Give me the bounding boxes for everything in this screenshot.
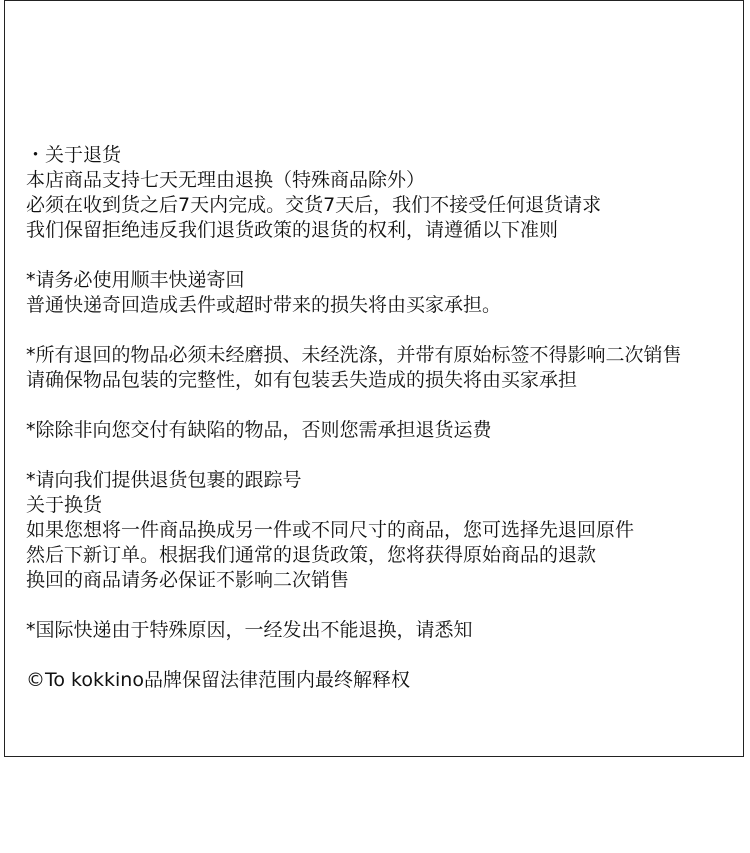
spacer [26,643,748,668]
condition-line-2: 请确保物品包装的完整性，如有包装丢失造成的损失将由买家承担 [26,369,578,391]
spacer [26,243,748,268]
exchange-line-2: 然后下新订单。根据我们通常的退货政策，您将获得原始商品的退款 [26,544,597,566]
spacer [26,443,748,468]
spacer [26,593,748,618]
exchange-heading: 关于换货 [26,494,103,516]
returns-line-2: 必须在收到货之后7天内完成。交货7天后，我们不接受任何退货请求 [26,194,602,216]
copyright-line: ©To kokkino品牌保留法律范围内最终解释权 [26,669,410,691]
policy-content [26,143,748,693]
returns-line-3: 我们保留拒绝违反我们退货政策的退货的权利，请遵循以下准则 [26,219,559,241]
returns-line-1: 本店商品支持七天无理由退换（特殊商品除外） [26,169,426,191]
condition-line-1: *所有退回的物品必须未经磨损、未经洗涤，并带有原始标签不得影响二次销售 [26,344,682,366]
courier-line-1: *请务必使用顺丰快递寄回 [26,269,245,291]
returns-heading: ・关于退货 [26,144,122,166]
exchange-line-3: 换回的商品请务必保证不影响二次销售 [26,569,350,591]
spacer [26,393,748,418]
international-line: *国际快递由于特殊原因，一经发出不能退换，请悉知 [26,619,473,641]
spacer [26,318,748,343]
exchange-line-1: 如果您想将一件商品换成另一件或不同尺寸的商品，您可选择先退回原件 [26,519,635,541]
courier-line-2: 普通快递奇回造成丢件或超时带来的损失将由买家承担。 [26,294,502,316]
defect-line: *除除非向您交付有缺陷的物品，否则您需承担退货运费 [26,419,492,441]
tracking-line: *请向我们提供退货包裹的跟踪号 [26,469,302,491]
